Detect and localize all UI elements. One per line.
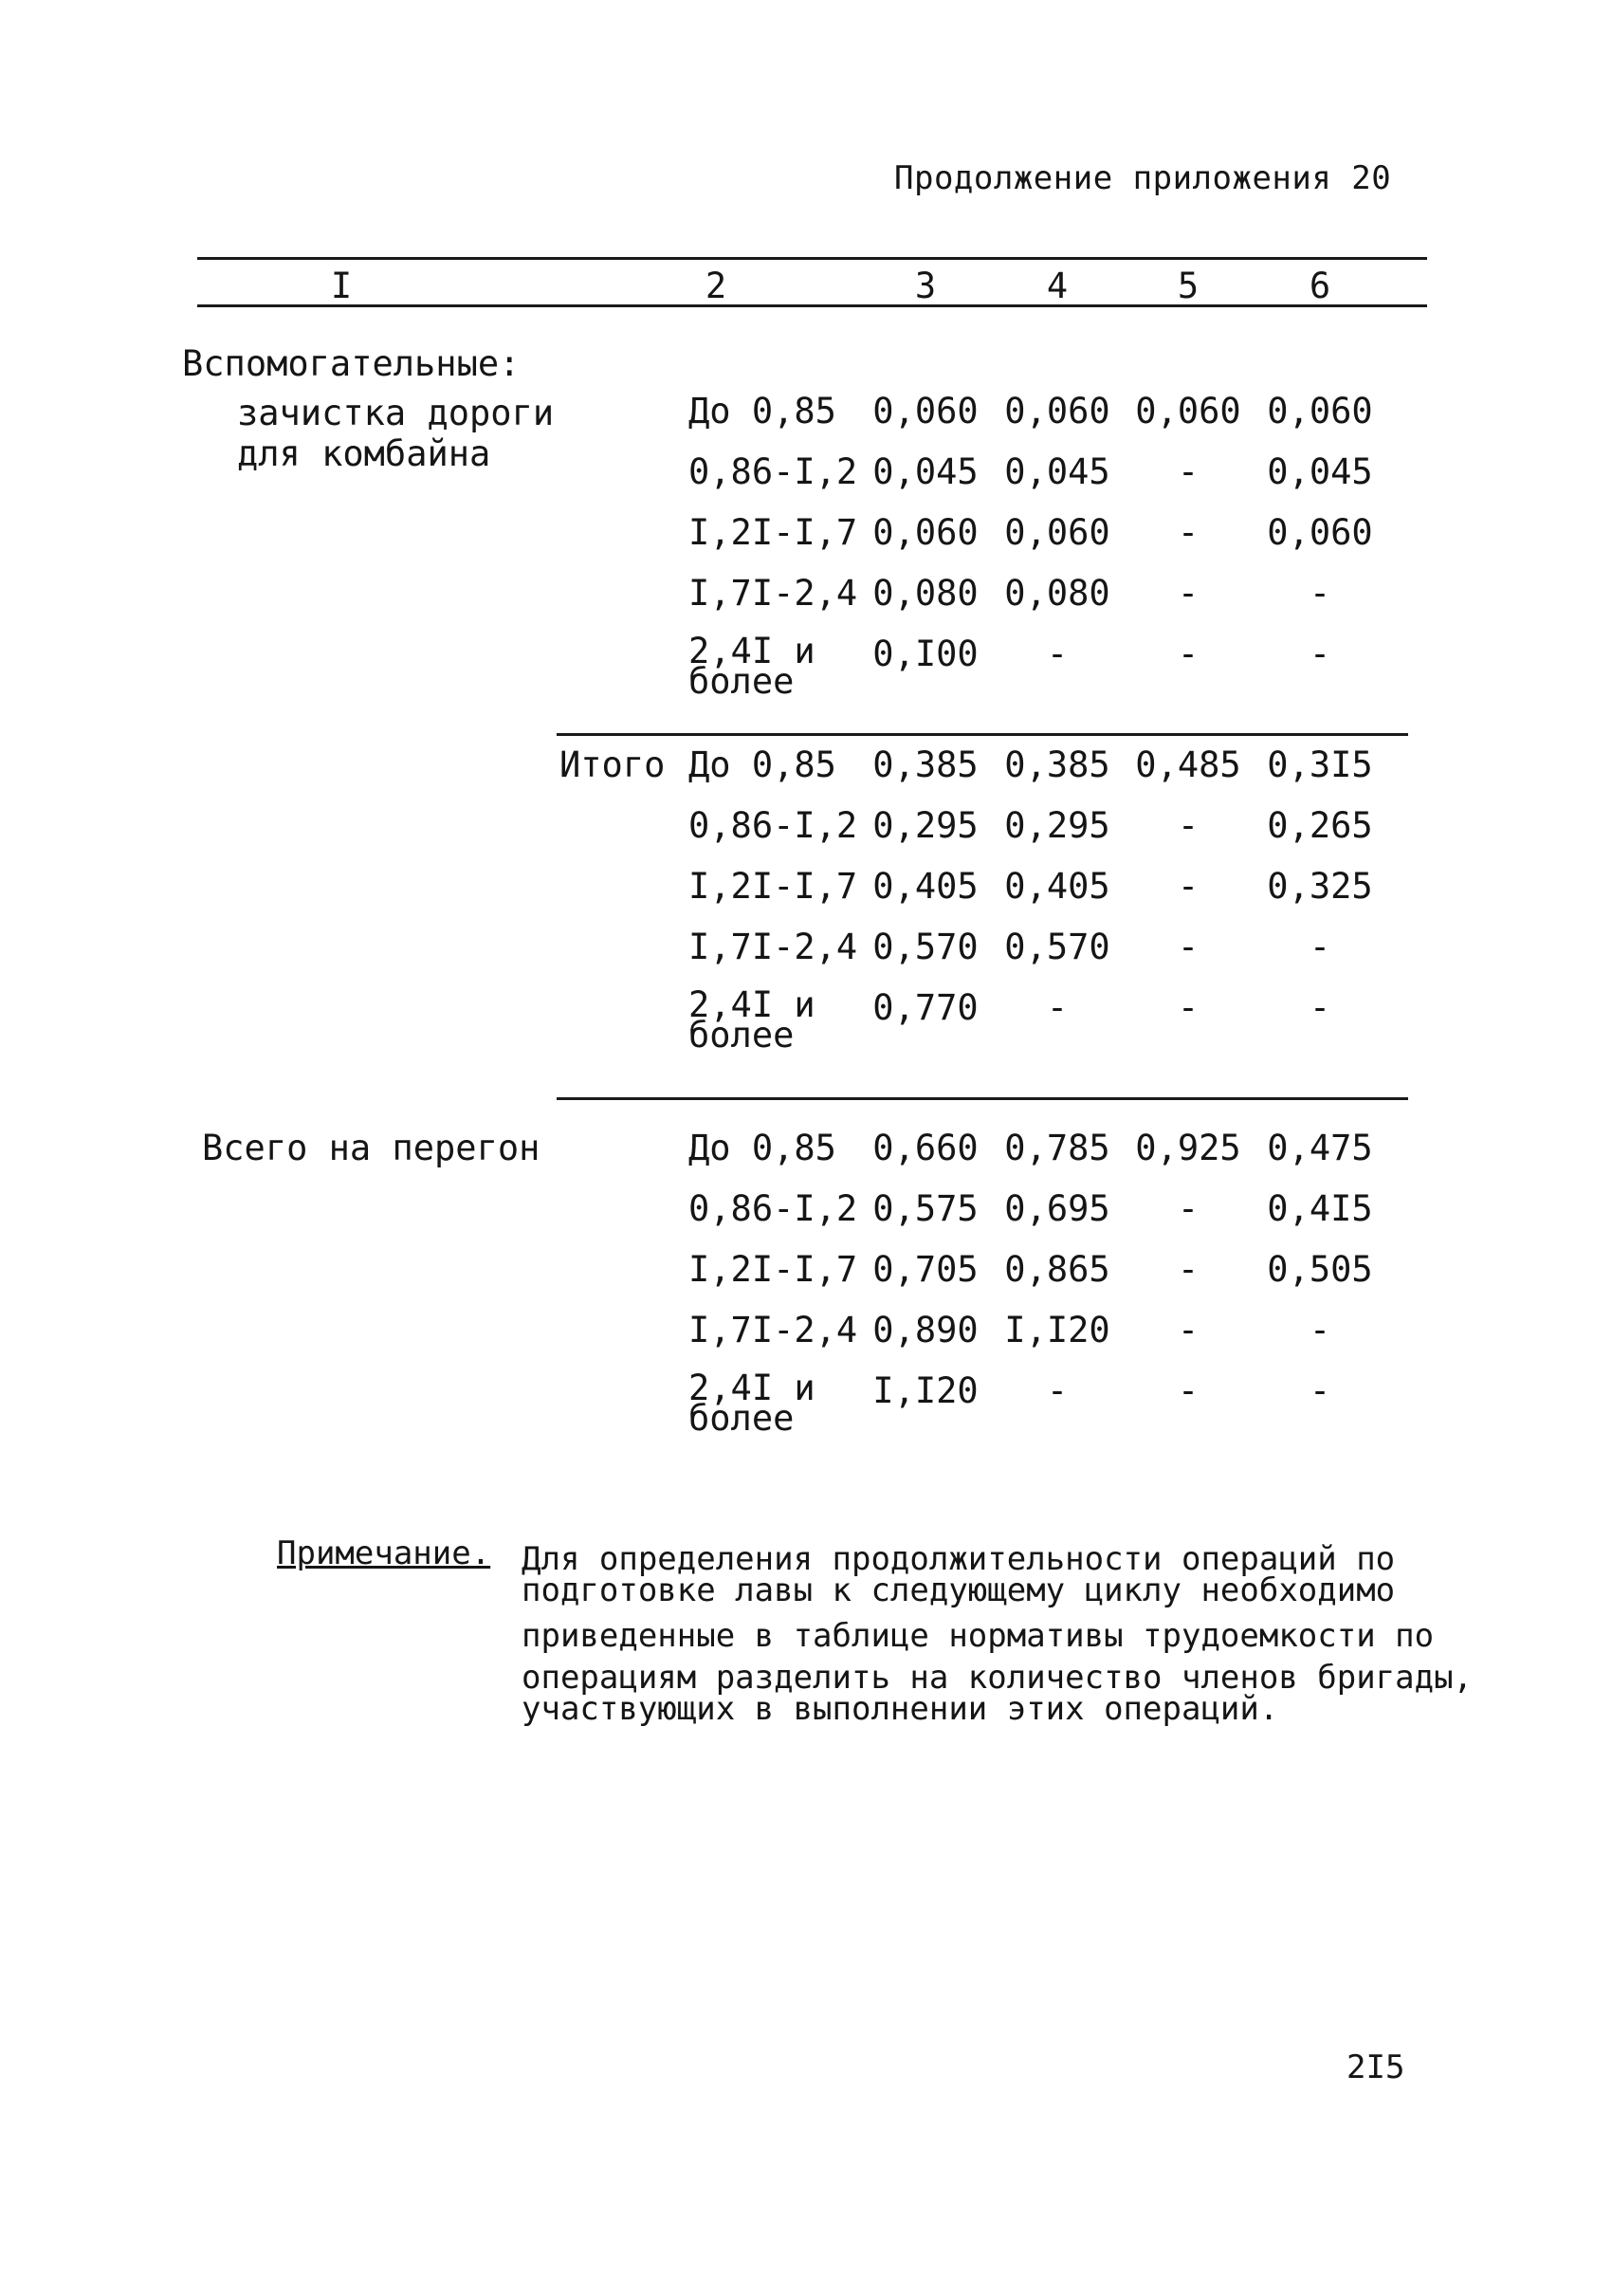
section-subtitle: Итого — [559, 744, 666, 785]
cell-col-5: - — [1177, 1188, 1200, 1229]
cell-col-3: 0,570 — [872, 927, 979, 967]
cell-col-6: 0,505 — [1267, 1249, 1373, 1290]
cell-col-3: I,I20 — [872, 1370, 979, 1411]
row-range: До 0,85 — [688, 744, 836, 785]
row-range: I,2I-I,7 — [688, 1249, 858, 1290]
cell-col-6: - — [1309, 1370, 1331, 1411]
row-range: 0,86-I,2 — [688, 805, 858, 846]
cell-col-4: 0,695 — [1004, 1188, 1110, 1229]
row-range: I,7I-2,4 — [688, 1310, 858, 1350]
column-number-6: 6 — [1309, 266, 1331, 306]
section-title-line: Вспомогательные: — [182, 343, 521, 384]
table-header-rule — [197, 304, 1427, 307]
cell-col-3: 0,060 — [872, 391, 979, 432]
cell-col-6: - — [1309, 573, 1331, 614]
cell-col-6: - — [1309, 927, 1331, 967]
cell-col-3: 0,575 — [872, 1188, 979, 1229]
cell-col-4: 0,045 — [1004, 451, 1110, 492]
cell-col-5: 0,925 — [1135, 1128, 1241, 1168]
column-number-4: 4 — [1046, 266, 1069, 306]
note-label: Примечание. — [277, 1534, 491, 1572]
section-title-line: для комбайна — [237, 433, 491, 474]
cell-col-4: 0,060 — [1004, 391, 1110, 432]
cell-col-6: 0,060 — [1267, 512, 1373, 553]
cell-col-5: - — [1177, 927, 1200, 967]
cell-col-6: 0,3I5 — [1267, 744, 1373, 785]
cell-col-3: 0,770 — [872, 987, 979, 1028]
table-top-rule — [197, 257, 1427, 260]
note-line: приведенные в таблице нормативы трудоемкости по — [522, 1617, 1435, 1655]
row-range: 2,4I и более — [688, 1368, 815, 1439]
row-range: 2,4I и более — [688, 631, 815, 702]
section-divider-rule — [557, 1097, 1408, 1100]
cell-col-4: 0,785 — [1004, 1128, 1110, 1168]
cell-col-4: 0,060 — [1004, 512, 1110, 553]
cell-col-5: - — [1177, 1370, 1200, 1411]
cell-col-4: I,I20 — [1004, 1310, 1110, 1350]
row-range: I,7I-2,4 — [688, 573, 858, 614]
cell-col-4: 0,865 — [1004, 1249, 1110, 1290]
cell-col-3: 0,890 — [872, 1310, 979, 1350]
row-range: 2,4I и более — [688, 984, 815, 1056]
cell-col-6: 0,265 — [1267, 805, 1373, 846]
cell-col-6: 0,325 — [1267, 866, 1373, 907]
cell-col-5: - — [1177, 634, 1200, 674]
cell-col-5: 0,485 — [1135, 744, 1241, 785]
column-number-1: I — [330, 266, 353, 306]
cell-col-6: - — [1309, 987, 1331, 1028]
column-number-2: 2 — [705, 266, 727, 306]
cell-col-4: 0,385 — [1004, 744, 1110, 785]
section-title-line: Всего на перегон — [202, 1128, 540, 1168]
cell-col-4: - — [1046, 987, 1069, 1028]
cell-col-5: - — [1177, 573, 1200, 614]
cell-col-3: 0,295 — [872, 805, 979, 846]
cell-col-5: - — [1177, 512, 1200, 553]
note-line: операциям разделить на количество членов бригады, — [522, 1659, 1474, 1697]
cell-col-5: - — [1177, 987, 1200, 1028]
note-line: подготовке лавы к следующему циклу необходимо — [522, 1571, 1396, 1609]
cell-col-3: 0,045 — [872, 451, 979, 492]
cell-col-5: - — [1177, 805, 1200, 846]
cell-col-6: - — [1309, 1310, 1331, 1350]
row-range: I,2I-I,7 — [688, 512, 858, 553]
note-line: участвующих в выполнении этих операций. — [522, 1690, 1279, 1728]
cell-col-3: 0,385 — [872, 744, 979, 785]
row-range: I,2I-I,7 — [688, 866, 858, 907]
column-number-3: 3 — [914, 266, 937, 306]
row-range: I,7I-2,4 — [688, 927, 858, 967]
cell-col-6: 0,4I5 — [1267, 1188, 1373, 1229]
cell-col-3: 0,660 — [872, 1128, 979, 1168]
cell-col-3: 0,I00 — [872, 634, 979, 674]
column-number-5: 5 — [1177, 266, 1200, 306]
cell-col-4: 0,405 — [1004, 866, 1110, 907]
cell-col-4: 0,080 — [1004, 573, 1110, 614]
cell-col-5: - — [1177, 1249, 1200, 1290]
section-title-line: зачистка дороги — [237, 393, 555, 433]
cell-col-3: 0,060 — [872, 512, 979, 553]
cell-col-4: 0,295 — [1004, 805, 1110, 846]
cell-col-5: - — [1177, 866, 1200, 907]
row-range: 0,86-I,2 — [688, 1188, 858, 1229]
section-divider-rule — [557, 733, 1408, 736]
cell-col-6: 0,475 — [1267, 1128, 1373, 1168]
row-range: До 0,85 — [688, 391, 836, 432]
page-header: Продолжение приложения 20 — [894, 159, 1392, 197]
cell-col-4: - — [1046, 1370, 1069, 1411]
page-number: 2I5 — [1346, 2048, 1405, 2086]
cell-col-6: 0,045 — [1267, 451, 1373, 492]
row-range: До 0,85 — [688, 1128, 836, 1168]
cell-col-4: 0,570 — [1004, 927, 1110, 967]
cell-col-6: - — [1309, 634, 1331, 674]
cell-col-5: 0,060 — [1135, 391, 1241, 432]
cell-col-3: 0,705 — [872, 1249, 979, 1290]
cell-col-3: 0,405 — [872, 866, 979, 907]
cell-col-6: 0,060 — [1267, 391, 1373, 432]
cell-col-3: 0,080 — [872, 573, 979, 614]
note-line: Для определения продолжительности операций по — [522, 1540, 1396, 1578]
cell-col-5: - — [1177, 1310, 1200, 1350]
row-range: 0,86-I,2 — [688, 451, 858, 492]
cell-col-4: - — [1046, 634, 1069, 674]
cell-col-5: - — [1177, 451, 1200, 492]
